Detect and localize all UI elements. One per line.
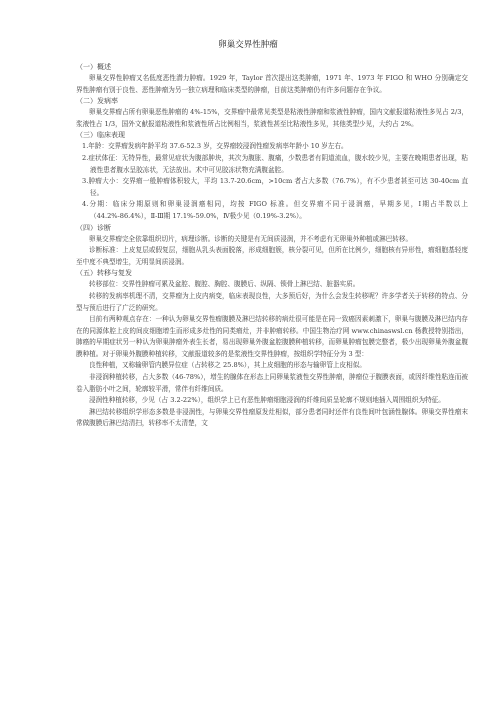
paragraph: 卵巢交界瘤完全依靠组织切片，病理诊断。诊断的关键是有无间质浸润，并不考虑有无卵巢外种植或淋巴转移。 [89,234,413,243]
list-item: 1.年龄：交界瘤发病年龄平均 37.6-52.3 岁，交界瘤较浸润性瘤发病率年龄小 10 岁左右。 [82,142,348,151]
section-heading-metastasis: （五）转移与复发 [76,269,132,278]
section-heading-clinical: （三）临床表现 [76,131,125,140]
paragraph: 非浸润种植转移，占大多数（46-78%），增生的腺体在形态上同卵巢浆液性交界性肿瘤，肿瘤位于腹膜表面，或因纤维性粘连而被卷入脂肪小叶之间，轮廓较平滑，常伴有纤维间质。 [76,373,468,393]
document-title: 卵巢交界性肿瘤 [218,40,278,50]
list-item: 4.分期：临床分期原则和卵巢浸润癌相同，均按 FIGO 标准。但交界瘤不同于浸润癌，早期多见，Ⅰ期占半数以上（44.2%-86.4%），Ⅱ-Ⅲ期 17.1%-59.0%，Ⅳ极少见（0.19%-3.2%）。 [82,200,468,220]
section-heading-overview: （一）概述 [76,63,111,71]
paragraph: 良性种植，又称输卵管内膜异位症（占转移之 25.8%），其上皮细胞的形态与输卵管上皮相似。 [89,361,366,370]
paragraph: 转移部位：交界性肿瘤可累及盆腔、腹腔、胸腔、腹膜后、纵隔、锁骨上淋巴结、脏器实质。 [89,280,360,289]
list-item: 2.症状体征：无特异性，最常见症状为腹部肿块，其次为腹胀、腹痛，少数患者有阴道流血，腹水较少见，主要在晚期患者出现，粘液性患者腹水呈胶冻状，无法放出。术中可见胶冻状物充满腹盆腔。 [82,153,468,174]
paragraph: 卵巢交界性肿瘤又名低度恶性潜力肿瘤。1929 年，Taylor 首次提出这类肿瘤，1971 年、1973 年 FIGO 和 WHO 分别确定交界性肿瘤有别于良性、恶性肿瘤为另一独立病理和临床类型的肿瘤，目前这类肿瘤仍有许多问题存在争议。 [76,74,468,94]
paragraph: 转移的发病率机理不清，交界瘤为上皮内病变，临床表现良性，大多预后好，为什么会发生转移呢？许多学者关于转移的特点、分型与预后进行了广泛的研究。 [76,291,468,312]
paragraph: 目前有两种观点存在：一种认为卵巢交界性瘤腹膜及淋巴结转移的病灶很可能是在同一致癌因素刺激下，卵巢与腹膜及淋巴结内存在的同源体腔上皮的间皮细胞增生而形成多灶性的同类瘤灶，并非肿瘤转移。中国生物治疗网 www.chinaswsl.cn 杨教授特别指出，肺癌的早期症状另一种认为卵巢肿瘤外表生长者，易出现卵巢外腹盆腔腹膜种植转移，而卵巢肿瘤包膜完整者，极少出现卵巢外腹盆腹膜种植。对于卵巢外腹膜种植转移，文献报道较多的是浆液性交界性肿瘤，按组织学特征分为 3 型： [76,315,468,358]
list-item: 3.肿瘤大小：交界瘤一般肿瘤体积较大，平均 13.7-20.6cm，>10cm 者占大多数（76.7%），有不少患者甚至可达 30-40cm 直径。 [82,177,468,197]
paragraph: 卵巢交界瘤占所有卵巢恶性肿瘤的 4%-15%，交界瘤中最常见类型是粘液性肿瘤和浆液性肿瘤，国内文献报道粘液性多见占 2/3，浆液性占 1/3，国外文献报道粘液性和浆液性所占比例相当，浆液性甚至比粘液性多见，其他类型少见，大约占 2%。 [76,108,468,128]
paragraph: 浸润性种植转移，少见（占 3.2-22%），组织学上已有恶性肿瘤细胞浸润的纤维间质呈轮廓不规则地插入周围组织为特征。 [89,396,445,405]
paragraph: 淋巴结转移组织学形态多数是非浸润性，与卵巢交界性瘤原发灶相似，部分患者同时还伴有良性间叶包涵性腺体。卵巢交界性瘤末常做腹膜后淋巴结清扫，转移率不太清楚，文 [76,407,468,428]
paragraph: 诊断标准：上皮复层或假复层，细胞从乳头表面脱落，形成细胞簇，核分裂可见，但所在比例少，细胞核有异形性，瘤细胞基轻度至中度不典型增生，无明显间质浸润。 [76,246,468,266]
section-heading-incidence: （二）发病率 [76,97,118,106]
section-heading-diagnosis: （四）诊断 [76,223,111,232]
